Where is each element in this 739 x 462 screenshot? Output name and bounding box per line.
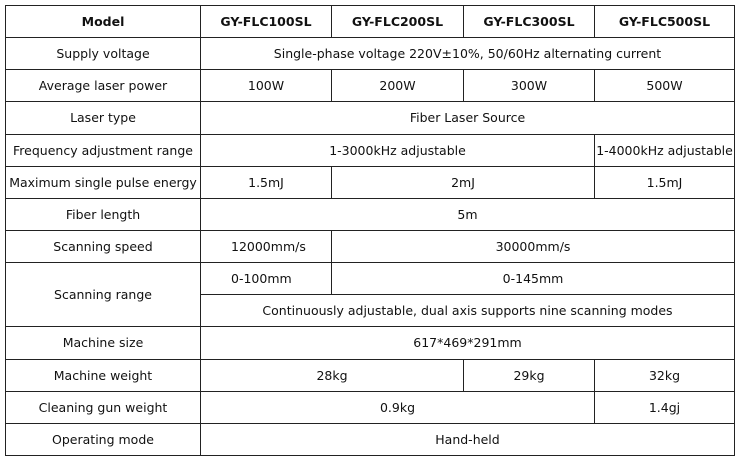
row-label-scanning-range: Scanning range <box>6 263 201 327</box>
model-gy-flc200sl: GY-FLC200SL <box>332 6 464 38</box>
freq-range-500: 1-4000kHz adjustable <box>595 134 735 166</box>
pulse-energy-200-300: 2mJ <box>332 166 595 198</box>
scan-speed-200-500: 30000mm/s <box>332 230 735 262</box>
machine-weight-100-200: 28kg <box>201 359 464 391</box>
gun-weight-500: 1.4gj <box>595 391 735 423</box>
table-row <box>6 230 735 262</box>
machine-weight-500: 32kg <box>595 359 735 391</box>
row-label-fiber-length: Fiber length <box>6 198 201 230</box>
avg-power-500: 500W <box>595 70 735 102</box>
scan-speed-100: 12000mm/s <box>201 230 332 262</box>
table-row <box>6 166 735 198</box>
table-row <box>6 134 735 166</box>
avg-power-300: 300W <box>464 70 595 102</box>
fiber-length-value: 5m <box>201 198 735 230</box>
scan-range-200-500: 0-145mm <box>332 263 735 295</box>
spec-table <box>5 5 735 456</box>
pulse-energy-500: 1.5mJ <box>595 166 735 198</box>
model-header: Model <box>6 6 201 38</box>
machine-weight-300: 29kg <box>464 359 595 391</box>
model-gy-flc500sl: GY-FLC500SL <box>595 6 735 38</box>
table-row <box>6 70 735 102</box>
row-label-gun-weight: Cleaning gun weight <box>6 391 201 423</box>
table-row <box>6 38 735 70</box>
freq-range-100-300: 1-3000kHz adjustable <box>201 134 595 166</box>
row-label-machine-weight: Machine weight <box>6 359 201 391</box>
gun-weight-100-300: 0.9kg <box>201 391 595 423</box>
table-row <box>6 102 735 134</box>
model-gy-flc300sl: GY-FLC300SL <box>464 6 595 38</box>
row-label-pulse-energy: Maximum single pulse energy <box>6 166 201 198</box>
row-label-supply-voltage: Supply voltage <box>6 38 201 70</box>
header-row <box>6 6 735 38</box>
table-row <box>6 391 735 423</box>
table-row <box>6 359 735 391</box>
row-label-frequency-range: Frequency adjustment range <box>6 134 201 166</box>
operating-mode-value: Hand-held <box>201 423 735 455</box>
table-row <box>6 327 735 359</box>
table-row <box>6 423 735 455</box>
model-gy-flc100sl: GY-FLC100SL <box>201 6 332 38</box>
scan-range-note: Continuously adjustable, dual axis supports nine scanning modes <box>201 295 735 327</box>
row-label-scanning-speed: Scanning speed <box>6 230 201 262</box>
row-label-machine-size: Machine size <box>6 327 201 359</box>
supply-voltage-value: Single-phase voltage 220V±10%, 50/60Hz alternating current <box>201 38 735 70</box>
avg-power-200: 200W <box>332 70 464 102</box>
pulse-energy-100: 1.5mJ <box>201 166 332 198</box>
avg-power-100: 100W <box>201 70 332 102</box>
scan-range-100: 0-100mm <box>201 263 332 295</box>
table-row <box>6 263 735 295</box>
row-label-laser-type: Laser type <box>6 102 201 134</box>
row-label-average-laser-power: Average laser power <box>6 70 201 102</box>
table-row <box>6 198 735 230</box>
laser-type-value: Fiber Laser Source <box>201 102 735 134</box>
machine-size-value: 617*469*291mm <box>201 327 735 359</box>
row-label-operating-mode: Operating mode <box>6 423 201 455</box>
